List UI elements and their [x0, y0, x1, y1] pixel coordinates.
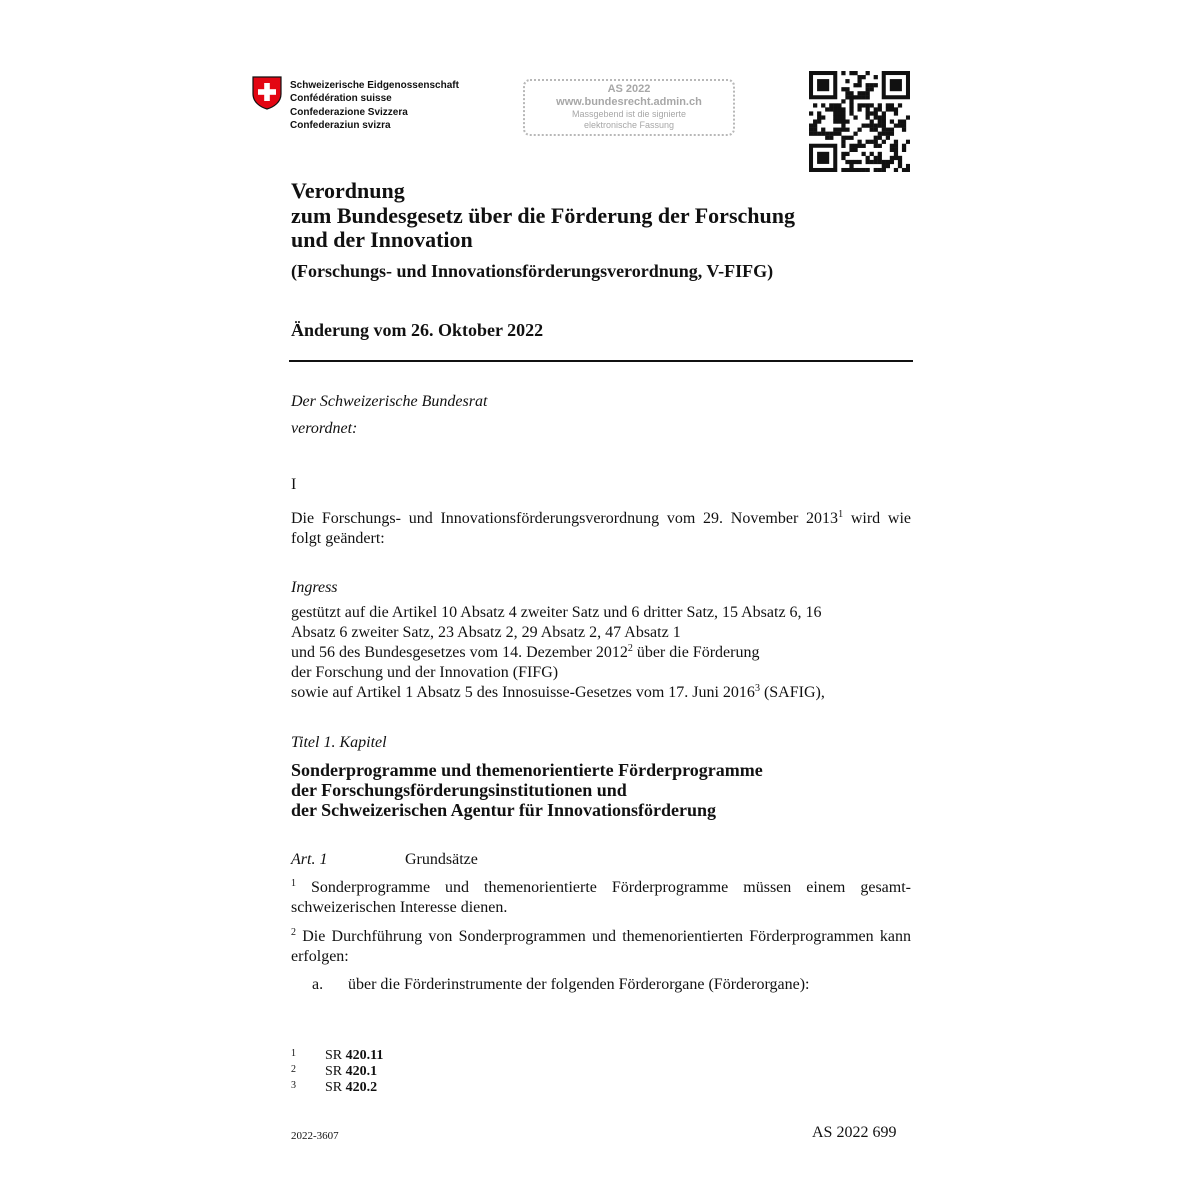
ingress-line-1: gestützt auf die Artikel 10 Absatz 4 zweiter Satz und 6 dritter Satz, 15 Absatz 6, 16 — [291, 604, 822, 621]
stamp-line-4: elektronische Fassung — [583, 120, 675, 130]
paragraph-number-1: 1 — [291, 878, 296, 889]
document-id: 2022-3607 — [291, 1130, 339, 1142]
intro-text-after: wird wie folgt geändert: — [291, 510, 911, 547]
amendment-date: Änderung vom 26. Oktober 2022 — [291, 320, 544, 340]
footnote-number-2: 2 — [291, 1064, 296, 1075]
footnote-ref-2[interactable]: 2 — [627, 643, 633, 654]
title-line-2: zum Bundesgesetz über die Förderung der Forschung — [291, 202, 795, 228]
article-title: Grundsätze — [405, 851, 478, 868]
ingress-line-2: Absatz 6 zweiter Satz, 23 Absatz 2, 29 Absatz 2, 47 Absatz 1 — [291, 624, 681, 641]
footnote-2[interactable]: SR 420.1 — [325, 1064, 378, 1079]
ingress-heading: Ingress — [291, 579, 338, 596]
stamp-line-1: AS 2022 — [607, 83, 651, 95]
chapter-line-1: Sonderprogramme und themenorientierte Förderprogramme — [291, 760, 763, 780]
enacting-verb: verordnet: — [291, 420, 358, 437]
ordinance-subtitle: (Forschungs- und Innovationsförderungsverordnung, V-FIFG) — [291, 261, 774, 281]
footnote-ref-3[interactable]: 3 — [754, 683, 760, 694]
official-version-stamp — [523, 79, 735, 136]
paragraph-number-2: 2 — [291, 927, 296, 938]
footnote-number-1: 1 — [291, 1048, 296, 1059]
title-line-1: Verordnung — [291, 178, 405, 203]
title-line-3: und der Innovation — [291, 227, 473, 252]
chapter-line-3: der Schweizerischen Agentur für Innovationsförderung — [291, 800, 717, 820]
chapter-heading — [291, 760, 763, 820]
ingress-line-4: der Forschung und der Innovation (FIFG) — [291, 664, 559, 681]
list-item-marker: a. — [312, 976, 324, 993]
qr-code-icon — [809, 71, 910, 172]
ordinance-title — [291, 179, 795, 253]
swiss-cross-shield-icon — [252, 76, 282, 110]
ingress-line-3: und 56 des Bundesgesetzes vom 14. Dezember 2012$^2$ über die Förderung — [291, 643, 760, 661]
footnote-3[interactable]: SR 420.2 — [325, 1080, 378, 1095]
stamp-line-2: www.bundesrecht.admin.ch — [556, 96, 702, 108]
footnote-ref-1[interactable]: 1 — [838, 509, 844, 520]
article-paragraph-2: $^2$ Die Durchführung von Sonderprogrammen und themenorientierten Förderprogrammen kann erfolgen: — [291, 927, 911, 965]
article-paragraph-1: $^1$ Sonderprogramme und themenorientierte Förderprogramme müssen einem gesamtschweizerischen Interesse dienen. — [291, 878, 911, 916]
intro-paragraph — [291, 509, 911, 549]
footnote-number-3: 3 — [291, 1080, 296, 1091]
footnote-1[interactable]: SR 420.11 — [325, 1048, 384, 1063]
ingress-text — [291, 603, 916, 703]
issuing-authority: Der Schweizerische Bundesrat — [291, 393, 488, 410]
section-numeral: I — [291, 476, 297, 493]
list-item: über die Förderinstrumente der folgenden Förderorgane (Förderorgane): — [348, 976, 810, 993]
chapter-label: Titel 1. Kapitel — [291, 734, 387, 751]
confederation-line-de: Schweizerische Eidgenossenschaft — [290, 80, 459, 91]
confederation-names — [290, 79, 459, 132]
stamp-line-3: Massgebend ist die signierte — [571, 109, 687, 119]
title-divider — [289, 360, 913, 362]
official-compilation-reference: AS 2022 699 — [812, 1124, 897, 1141]
chapter-line-2: der Forschungsförderungsinstitutionen und — [291, 780, 627, 800]
confederation-line-it: Confederazione Svizzera — [290, 106, 408, 118]
confederation-line-rm: Confederaziun svizra — [290, 119, 391, 131]
ingress-line-5: sowie auf Artikel 1 Absatz 5 des Innosuisse-Gesetzes vom 17. Juni 2016$^3$ (SAFIG), — [291, 683, 825, 701]
intro-text: Die Forschungs- und Innovationsförderungsverordnung vom 29. November 2013 — [291, 510, 839, 527]
confederation-line-fr: Confédération suisse — [290, 93, 392, 105]
article-number: Art. 1 — [291, 851, 328, 868]
